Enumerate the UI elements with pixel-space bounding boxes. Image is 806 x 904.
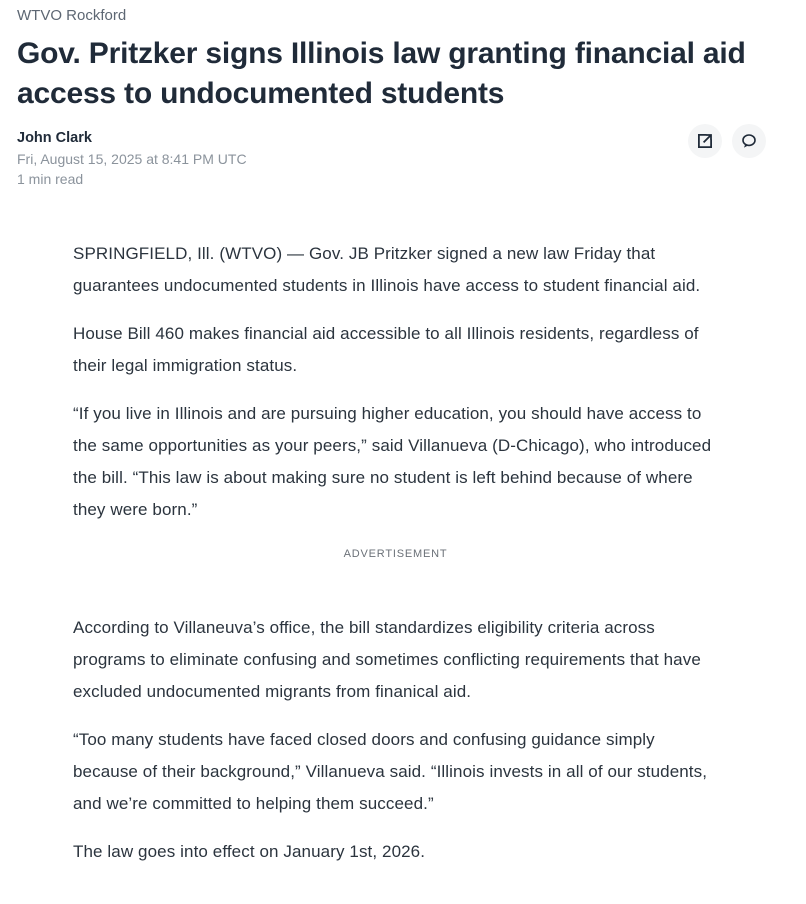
article-paragraph: According to Villaneuva’s office, the bill standardizes eligibility criteria across programs to eliminate confusing and sometimes conflicting requirements that have excluded undocumented migrants from finanical aid. (73, 618, 701, 701)
article-paragraph: “Too many students have faced closed doors and confusing guidance simply because of their background,” Villanueva said. “Illinois invests in all of our students, and we’re committed to helping them succeed.” (73, 730, 708, 813)
external-link-icon (696, 132, 714, 150)
source-link[interactable]: WTVO Rockford (17, 7, 127, 24)
share-button[interactable] (688, 124, 722, 158)
article-paragraph: “If you live in Illinois and are pursuing higher education, you should have access to the same opportunities as your peers,” said Villanueva (D-Chicago), who introduced the bill. “This law is about making sure no student is left behind because of where they were born.” (73, 404, 712, 519)
byline-row (17, 128, 766, 189)
article-actions (688, 124, 766, 158)
comment-bubble-icon (740, 132, 758, 150)
article-header (0, 0, 806, 189)
article-headline: Gov. Pritzker signs Illinois law granting financial aid access to undocumented students (17, 37, 746, 110)
article-body (73, 238, 718, 868)
article-paragraph: SPRINGFIELD, Ill. (WTVO) — Gov. JB Pritzker signed a new law Friday that guarantees undocumented students in Illinois have access to student financial aid. (73, 244, 701, 295)
author-name: John Clark (17, 130, 92, 146)
ad-slot (73, 544, 718, 562)
article-paragraph: House Bill 460 makes financial aid accessible to all Illinois residents, regardless of their legal immigration status. (73, 324, 699, 375)
article-paragraph: The law goes into effect on January 1st, 2026. (73, 842, 426, 861)
publish-timestamp: Fri, August 15, 2025 at 8:41 PM UTC (17, 151, 247, 167)
read-time: 1 min read (17, 171, 84, 187)
byline (17, 128, 247, 189)
ad-label: ADVERTISEMENT (343, 548, 448, 560)
comments-button[interactable] (732, 124, 766, 158)
